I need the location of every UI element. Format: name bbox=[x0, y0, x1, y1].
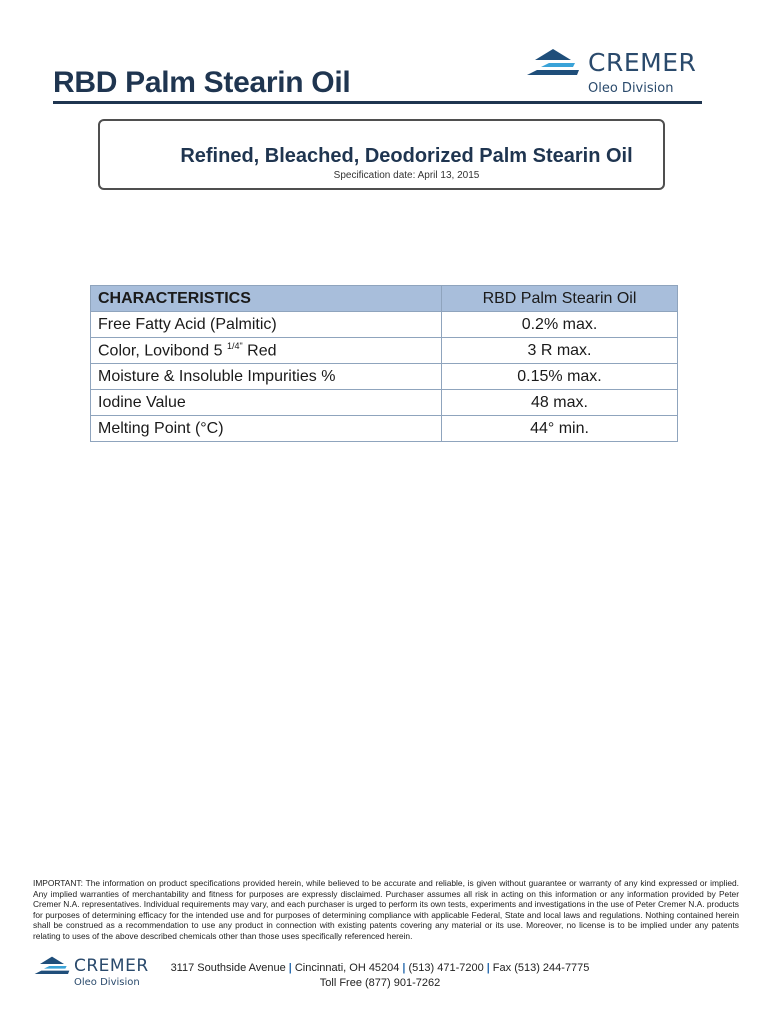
row-value: 0.15% max. bbox=[442, 364, 678, 390]
table-row bbox=[91, 390, 678, 416]
city-address: Cincinnati, OH 45204 bbox=[294, 962, 400, 974]
brand-name: CREMER bbox=[588, 48, 697, 77]
cremer-footer-logo bbox=[34, 956, 164, 994]
product-header-box bbox=[98, 119, 665, 190]
row-value: 48 max. bbox=[442, 390, 678, 416]
legal-disclaimer: IMPORTANT: The information on product specifications provided herein, while believed to be accurate and reliable, is given without guarantee or warranty of any kind expressed or implied. Any implied warranties of merchantability and fitness for purposes are expressly disclaimed. Purchaser assumes all risk in acting on this information or any information provided by Peter Cremer N.A. representatives. Individual requirements may vary, and each purchaser is urged to perform its own tests, experiments and investigations in the use of Peter Cremer N.A. products for purposes of determining efficacy for the intended use and for purposes of determining compliance with applicable Federal, State and local laws and regulations. Nothing contained herein shall be construed as a recommendation to use any product in connection with existing patents covering any material or its use. Moreover, no license is to be implied under any patents relating to uses of the above described chemicals other than those uses specifically referenced herein. bbox=[33, 878, 739, 941]
cremer-mark-icon bbox=[34, 956, 70, 976]
row-label bbox=[91, 338, 442, 364]
phone-number: (513) 471-7200 bbox=[408, 962, 484, 974]
product-subtitle: Refined, Bleached, Deodorized Palm Stearin Oil bbox=[180, 145, 633, 167]
row-label: Moisture & Insoluble Impurities % bbox=[91, 364, 442, 390]
document-title: RBD Palm Stearin Oil bbox=[53, 66, 351, 99]
table-row bbox=[91, 312, 678, 338]
row-label-prefix: Color, Lovibond 5 bbox=[98, 342, 227, 360]
row-value: 3 R max. bbox=[442, 338, 678, 364]
row-label: Melting Point (°C) bbox=[91, 416, 442, 442]
row-value: 44° min. bbox=[442, 416, 678, 442]
row-label: Free Fatty Acid (Palmitic) bbox=[91, 312, 442, 338]
table-row bbox=[91, 364, 678, 390]
fax-number: Fax (513) 244-7775 bbox=[492, 962, 590, 974]
table-row bbox=[91, 416, 678, 442]
cremer-mark-icon bbox=[527, 48, 579, 78]
table-row bbox=[91, 338, 678, 364]
street-address: 3117 Southside Avenue bbox=[170, 962, 286, 974]
cremer-logo bbox=[527, 48, 707, 100]
row-label: Iodine Value bbox=[91, 390, 442, 416]
specification-date: Specification date: April 13, 2015 bbox=[333, 170, 480, 181]
row-label-superscript: 1/4" bbox=[226, 340, 243, 351]
brand-name: CREMER bbox=[74, 956, 149, 976]
brand-division: Oleo Division bbox=[588, 81, 674, 96]
separator: | bbox=[402, 962, 406, 974]
toll-free-number: Toll Free (877) 901-7262 bbox=[319, 977, 441, 989]
row-value: 0.2% max. bbox=[442, 312, 678, 338]
column-header-product: RBD Palm Stearin Oil bbox=[442, 286, 678, 312]
separator: | bbox=[486, 962, 490, 974]
column-header-characteristics: CHARACTERISTICS bbox=[91, 286, 442, 312]
contact-info bbox=[170, 961, 590, 991]
separator: | bbox=[288, 962, 292, 974]
brand-division: Oleo Division bbox=[74, 977, 140, 988]
table-header-row bbox=[91, 286, 678, 312]
specifications-table bbox=[90, 285, 678, 442]
title-underline bbox=[53, 101, 702, 104]
contact-line bbox=[170, 961, 590, 976]
row-label-suffix: Red bbox=[242, 342, 277, 360]
